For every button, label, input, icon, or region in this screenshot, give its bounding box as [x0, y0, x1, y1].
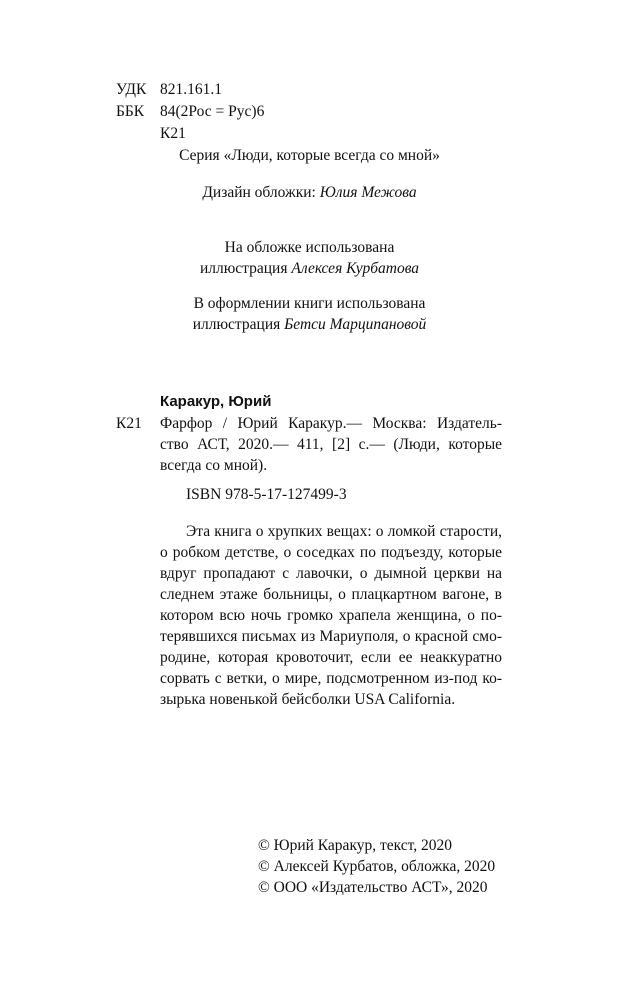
- bbk-value: 84(2Рос = Рус)6: [160, 103, 265, 120]
- udk-value: 821.161.1: [160, 81, 222, 98]
- annotation-line: зырька новенькой бейсболки USA California.: [160, 691, 456, 708]
- cover-designer-name: Юлия Межова: [319, 184, 417, 201]
- annotation-line: родине, которая кровоточит, если ее неаккуратно: [160, 649, 502, 666]
- annotation-line: о робком детстве, о соседках по подъезду, которые: [160, 544, 502, 561]
- cover-illustration-line2: [0, 258, 619, 279]
- author-mark-top: К21: [160, 125, 186, 142]
- cover-illustration-line1: На обложке использована: [224, 239, 395, 256]
- bbk-label: ББК: [116, 103, 145, 120]
- annotation-line: Эта книга о хрупких вещах: о ломкой старости,: [186, 523, 502, 540]
- author-mark-record: К21: [116, 415, 142, 432]
- cover-design-label: Дизайн обложки:: [202, 184, 316, 201]
- udk-line: [116, 79, 222, 100]
- book-illustration-prefix: иллюстрация: [192, 316, 281, 333]
- description-line: Фарфор / Юрий Каракур.— Москва: Издатель-: [160, 415, 502, 432]
- copyright-line: © ООО «Издательство АСТ», 2020: [258, 879, 488, 896]
- book-illustration-line2: [0, 314, 619, 335]
- annotation-line: следнем этаже больницы, о плацкартном вагоне, в: [160, 586, 502, 603]
- book-illustration-line1: В оформлении книги использована: [193, 295, 426, 312]
- author-heading: Каракур, Юрий: [160, 393, 272, 410]
- annotation-line: котором всю ночь громко храпела женщина, о по-: [160, 607, 502, 624]
- bibliographic-description: [160, 413, 502, 476]
- description-line: ство АСТ, 2020.— 411, [2] с.— (Люди, которые: [160, 436, 502, 453]
- copyright-line: © Алексей Курбатов, обложка, 2020: [258, 858, 496, 875]
- isbn: ISBN 978-5-17-127499-3: [186, 486, 347, 503]
- udk-label: УДК: [116, 81, 147, 98]
- annotation: [160, 521, 502, 710]
- book-illustrator-name: Бетси Марципановой: [284, 316, 427, 333]
- cover-illustration-prefix: иллюстрация: [199, 260, 288, 277]
- annotation-line: сорвать с ветки, о мире, подсмотренном из-под ко-: [160, 670, 502, 687]
- copyright-line: © Юрий Каракур, текст, 2020: [258, 837, 453, 854]
- cover-design-line: [0, 182, 619, 203]
- series-line: Серия «Люди, которые всегда со мной»: [179, 147, 440, 164]
- bbk-line: [116, 101, 264, 122]
- description-line: всегда со мной).: [160, 457, 268, 474]
- cover-illustrator-name: Алексея Курбатова: [291, 260, 420, 277]
- annotation-line: вдруг пропадают с лавочки, о дымной церкви на: [160, 565, 502, 582]
- annotation-line: терявшихся письмах из Мариуполя, о красной смо-: [160, 628, 502, 645]
